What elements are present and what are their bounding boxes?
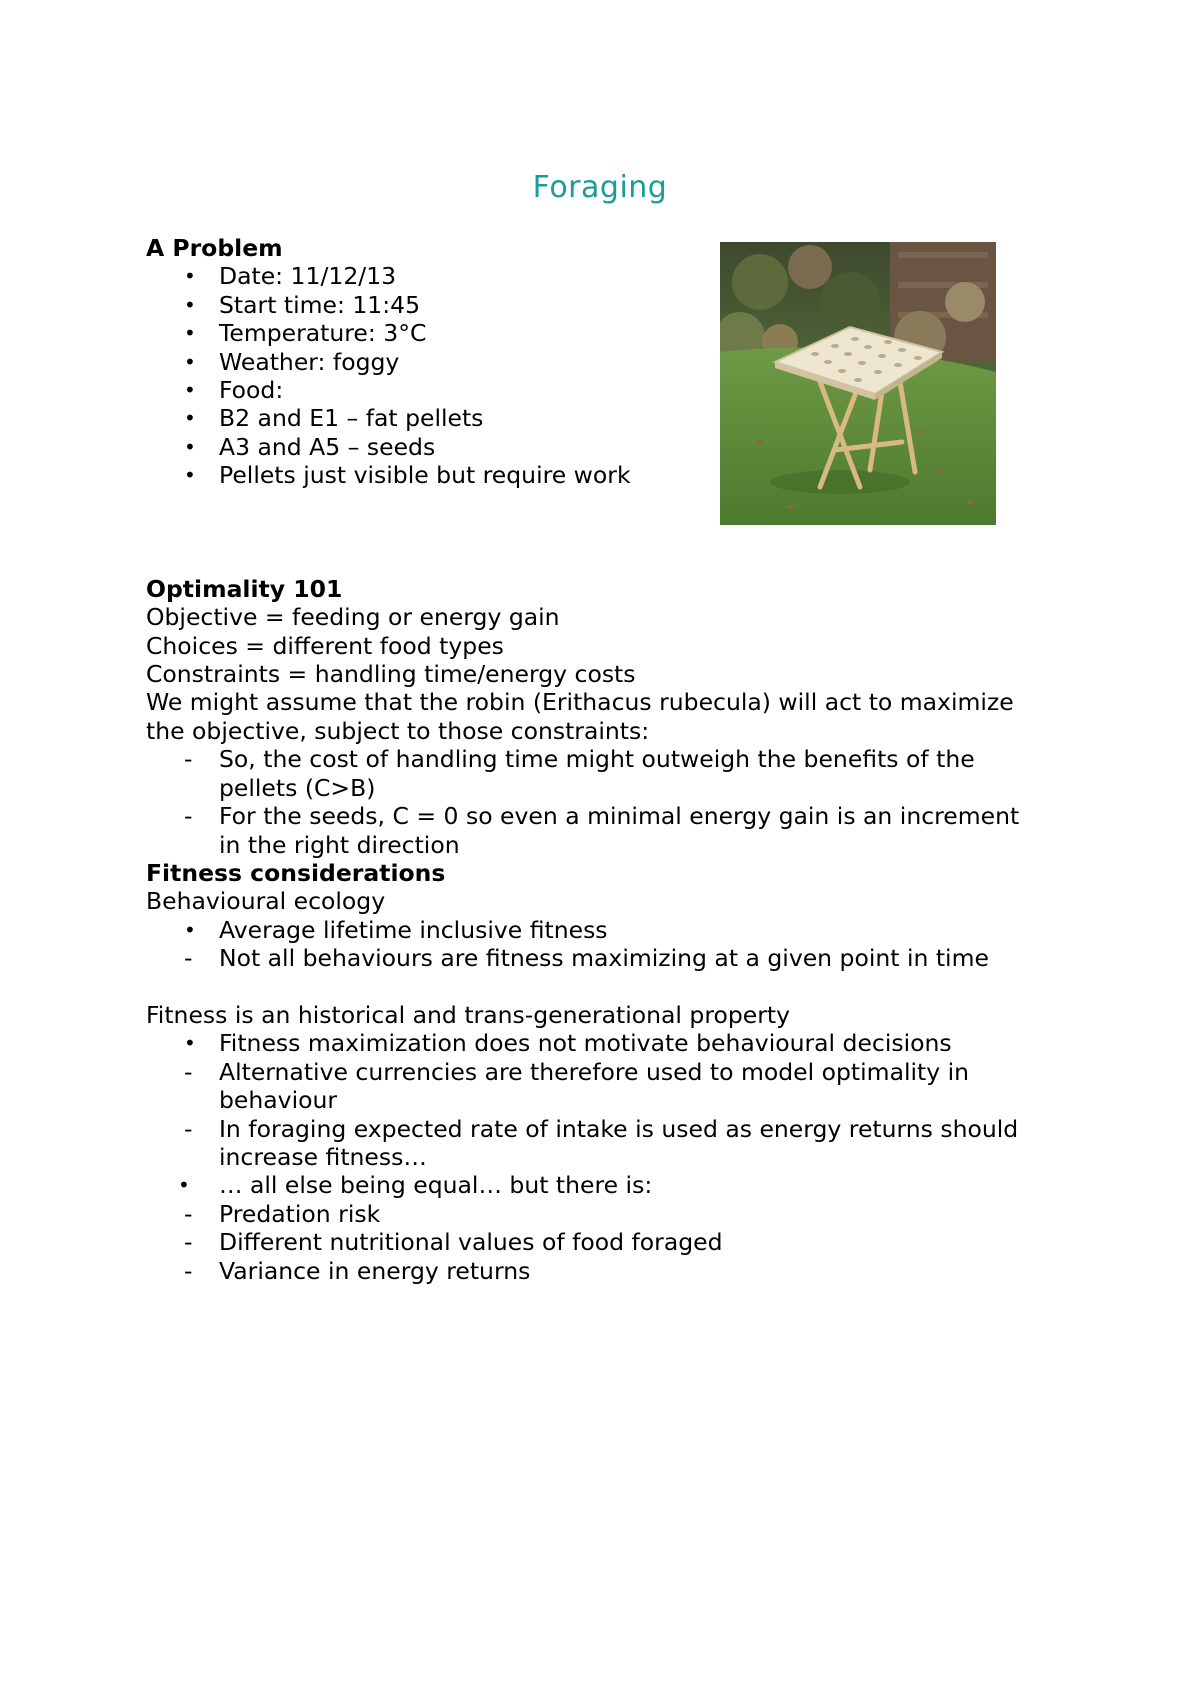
fitness-heading: Fitness considerations: [146, 858, 446, 887]
bullet-marker: •: [184, 406, 196, 431]
bullet-marker: •: [184, 1031, 196, 1056]
list-item: • B2 and E1 – fat pellets: [184, 404, 484, 433]
list-item: - So, the cost of handling time might outweigh the benefits of the pellets (C>B): [184, 745, 975, 802]
list-item: • A3 and A5 – seeds: [184, 432, 436, 461]
bullet-marker: •: [184, 378, 196, 403]
list-item: • Date: 11/12/13: [184, 262, 397, 291]
optimality-line: the objective, subject to those constraints:: [146, 716, 650, 745]
list-item: • Temperature: 3°C: [184, 319, 427, 348]
optimality-line: Choices = different food types: [146, 631, 504, 660]
list-item: - Alternative currencies are therefore used to model optimality in behaviour: [184, 1057, 970, 1115]
fitness-statement: Fitness is an historical and trans-generational property: [146, 1000, 791, 1029]
bullet-marker: •: [184, 434, 196, 459]
list-item: • … all else being equal… but there is:: [178, 1171, 653, 1200]
bullet-marker: •: [184, 349, 196, 374]
list-item: - For the seeds, C = 0 so even a minimal energy gain is an increment in the right direction: [184, 802, 1020, 859]
list-item: - Not all behaviours are fitness maximizing at a given point in time: [184, 944, 989, 973]
problem-heading: A Problem: [146, 234, 283, 262]
list-item: • Weather: foggy: [184, 347, 400, 376]
document-body: [146, 234, 1086, 1285]
list-item: • Average lifetime inclusive fitness: [184, 915, 608, 944]
bullet-marker: •: [184, 463, 196, 488]
list-item: - Variance in energy returns: [184, 1256, 531, 1285]
optimality-line: Objective = feeding or energy gain: [146, 603, 560, 632]
dash-marker: -: [184, 1057, 193, 1086]
list-item: • Pellets just visible but require work: [184, 461, 631, 490]
optimality-heading: Optimality 101: [146, 574, 343, 603]
problem-list: [146, 262, 1086, 489]
dash-marker: -: [184, 1114, 193, 1143]
list-item: - Predation risk: [184, 1199, 381, 1228]
dash-marker: -: [184, 1199, 193, 1228]
list-item: • Start time: 11:45: [184, 290, 421, 319]
optimality-list: [146, 745, 1086, 859]
dash-marker: -: [184, 745, 193, 774]
list-item: - Different nutritional values of food foraged: [184, 1228, 723, 1257]
bullet-marker: •: [184, 292, 196, 317]
dash-marker: -: [184, 944, 193, 973]
list-item: - In foraging expected rate of intake is used as energy returns should increase fitness…: [184, 1114, 1019, 1171]
fitness-list: [146, 916, 1086, 973]
bullet-marker: •: [184, 917, 196, 942]
list-item: • Food:: [184, 376, 284, 405]
bullet-marker: •: [178, 1173, 190, 1198]
dash-marker: -: [184, 1228, 193, 1257]
optimality-line: We might assume that the robin (Erithacus rubecula) will act to maximize: [146, 688, 1014, 717]
fitness-list-2: [146, 1029, 1086, 1285]
dash-marker: -: [184, 802, 193, 831]
dash-marker: -: [184, 1256, 193, 1285]
bullet-marker: •: [184, 321, 196, 346]
optimality-line: Constraints = handling time/energy costs: [146, 660, 636, 689]
list-item: • Fitness maximization does not motivate behavioural decisions: [184, 1029, 952, 1058]
bullet-marker: •: [184, 264, 196, 289]
fitness-subheading: Behavioural ecology: [146, 887, 386, 916]
document-title: Foraging: [532, 170, 668, 205]
